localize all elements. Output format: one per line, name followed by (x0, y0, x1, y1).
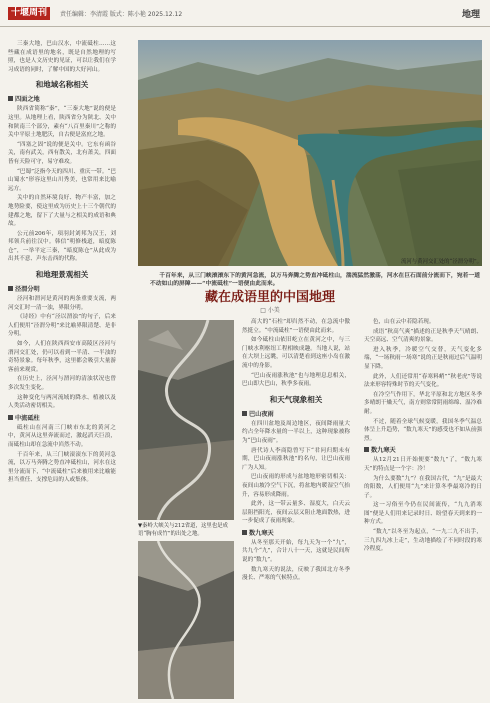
paragraph: “巴蜀”泛指今天的四川、重庆一带。“巴山蜀水”形容这里山川秀美，也常用来比喻远方。 (8, 168, 116, 192)
paragraph: 千百年来，从三门峡滚滚东下的黄河急流，以万马奔腾之势直冲砥柱山，河水在这里分流而下，“中流砥柱”后来被用来比喻能担当重任、支撑危局的人或集体。 (8, 451, 116, 484)
paragraph: 如今，人们在陕西西安市高陵区泾河与渭河交汇处，仍可以看到一半清、一半浊的奇特景象。每年秋季，这里都会吸引大量游客前来观赏。 (8, 341, 116, 373)
paragraph: 数九寒天的说法，反映了我国北方冬季漫长、严寒的气候特点。 (242, 566, 350, 582)
mountain-road-image (138, 320, 234, 520)
article-lede: 千百年来，从三门峡滚滚东下的黄河急流，以万马奔腾之势直冲砥柱山，湍流猛然激荡，河水在巨石面前分流而下，宛若一道不动如山的屏障——“中流砥柱”一语便由此而来。 (150, 273, 480, 288)
paragraph: 关中的自然环境良好、物产丰富，加之地势险要，使这里成为历史上十三个朝代的建都之地，留下了大量与之相关的成语和典故。 (8, 195, 116, 228)
paragraph: 为什么要数“九”？在我国古代，“九”是最大的阳数，人们便用“九”来计算冬季最寒冷的日子。 (364, 475, 482, 499)
paragraph: 从12月21日开始便要“数九”了，“数九寒天”的特点是一个字：冷！ (364, 457, 482, 472)
paragraph: “数九”以冬至为起点，“一九二九不出手，三九四九冰上走”，生动地描绘了不同时段的寒冷程度。 (364, 529, 482, 553)
bullet-square-icon (8, 96, 13, 101)
bullet-square-icon (8, 415, 13, 420)
mountain-road-photo-bottom (138, 541, 234, 699)
article-byline: □ 小美 (260, 307, 280, 314)
paragraph: 在冷空气作用下，华北平原和北方地区冬季多晴朗干燥天气，南方则常常阴雨绵绵、湿冷难耐。 (364, 391, 482, 415)
paragraph: 高大的“石柱”却岿然不动，在急流中傲然挺立。“中流砥柱”一语便由此而来。 (242, 319, 350, 334)
subheading: 泾渭分明 (8, 285, 116, 294)
paragraph: 这一习俗至今仍在民间流传，“九九消寒图”便是人们用来记录时日、盼望春天到来的一种方式。 (364, 502, 482, 526)
column-1 (8, 40, 116, 700)
mountain-road-photo-top (138, 320, 234, 520)
paragraph: 泾河和渭河是黄河的两条重要支流，两河交汇时一清一浊，界限分明。 (8, 296, 116, 311)
river-landscape-image (138, 40, 482, 266)
bullet-square-icon (242, 530, 247, 535)
paragraph: 公元前206年，项羽封刘邦为汉王，刘邦领兵前往汉中。韩信“明修栈道，暗度陈仓”，一举平定三秦，“暗度陈仓”从此成为出其不意、声东击西的代称。 (8, 230, 116, 263)
section-heading: 和天气现象相关 (269, 394, 323, 404)
editor-info: 责任编辑：李清霞 版式：陈小艳 2025.12.12 (60, 11, 183, 18)
subheading: 四面之地 (8, 95, 116, 104)
left-photo-caption: ▼秦岭大峡关与212省道，这里也是成语“胸有成竹”的出处之地。 (138, 523, 228, 537)
paragraph: 巴山夜雨的形成与盆地地形密切相关：夜间山坡冷空气下沉，将盆地内暖湿空气抬升，容易形成降雨。 (242, 474, 350, 498)
mountain-valley-image (138, 541, 234, 699)
page-header (0, 0, 490, 27)
paragraph: “四塞之固”说的便是关中。它东有函谷关，南有武关，西有散关，北有萧关，四面皆有天险可守，易守难攻。 (8, 141, 116, 165)
column-3 (364, 318, 482, 700)
top-photo-caption: 流河与黄河交汇处的“泾渭分明”。 (401, 259, 482, 265)
paragraph: 此外，这一带云量多、湿度大，白天云层阻挡阳光，夜间云层又阻止地面散热，进一步促成了夜雨现象。 (242, 501, 350, 525)
paragraph: 色，山在云中若隐若现。 (372, 319, 435, 325)
paragraph: 砥柱山在河南三门峡市东北的黄河之中，黄河从这里奔流而过，激起滔天巨浪，而砥柱山却在急流中岿然不动。 (8, 424, 116, 448)
paragraph: 三秦大地，巴山汉水，中流砥柱……这些藏在成语里的地名，既是自然地理的写照，也是人文历史的见证，可以让我们在学习成语的同时，了解中国的大好河山。 (8, 41, 116, 73)
paragraph: 《诗经》中有“泾以渭浊”的句子，后来人们便用“泾渭分明”来比喻界限清楚、是非分明。 (8, 314, 116, 338)
bullet-square-icon (364, 447, 369, 452)
publication-logo: 十堰周刊 (8, 7, 50, 20)
paragraph: 唐代诗人李商隐曾写下“君问归期未有期，巴山夜雨涨秋池”的名句，让巴山夜雨广为人知。 (242, 447, 350, 471)
section-label: 地理 (461, 10, 480, 20)
paragraph: 此外，人们还常用“春寒料峭”“秋老虎”等说法来形容特殊时节的天气变化。 (364, 373, 482, 389)
section-heading: 和地域名称相关 (35, 80, 89, 90)
paragraph: 从冬至那天开始，每九天为一个“九”，共九个“九”，合计八十一天，这就是民间所说的“数九”。 (242, 539, 350, 564)
paragraph: 陕西省简称“秦”，“三秦大地”说的便是这里。从地理上看，陕西省分为陕北、关中和陕南三个部分，素有“八百里秦川”之称的关中平原土地肥沃，自古便是富庶之地。 (8, 106, 116, 139)
paragraph: 不过，随着全球气候变暖，我国冬季气温总体呈上升趋势，“数九寒天”的感受也不如从前强烈。 (364, 418, 482, 442)
river-confluence-photo (138, 40, 482, 266)
subheading: 数九寒天 (242, 529, 350, 538)
subheading: 巴山夜雨 (242, 410, 350, 419)
paragraph: 这种变化与两河流域的降水、植被以及人类活动密切相关。 (8, 394, 116, 410)
paragraph: 进入秋季，冷暖空气交替，天气变化多端，“一场秋雨一场寒”说的正是秋雨过后气温明显下降。 (364, 346, 482, 370)
column-2 (242, 318, 350, 700)
bullet-square-icon (8, 286, 13, 291)
subheading: 数九寒天 (364, 446, 482, 455)
paragraph: 在历史上，泾河与渭河的清浊状况也曾多次发生变化。 (8, 376, 116, 391)
paragraph: 如今砥柱山依旧屹立在黄河之中，与三门峡水利枢纽工程相映成趣。当地人说，站在大坝上远眺，可以清楚看到这座小岛在激流中的身影。 (242, 337, 350, 369)
subheading: 中流砥柱 (8, 414, 116, 423)
section-heading: 和地理景观相关 (35, 270, 89, 280)
article-title: 藏在成语里的中国地理 (204, 290, 335, 305)
paragraph: 成语“秋高气爽”描述的正是秋季天气晴朗、天空高远、空气清爽的景象。 (364, 328, 482, 344)
paragraph: 在四川盆地及周边地区，夜间降雨量大约占全年降水量的一半以上，这种现象被称为“巴山夜雨”。 (242, 420, 350, 444)
bullet-square-icon (242, 411, 247, 416)
paragraph: “巴山夜雨涨秋池”也与地理息息相关，巴山即大巴山，秋季多夜雨。 (242, 372, 350, 388)
